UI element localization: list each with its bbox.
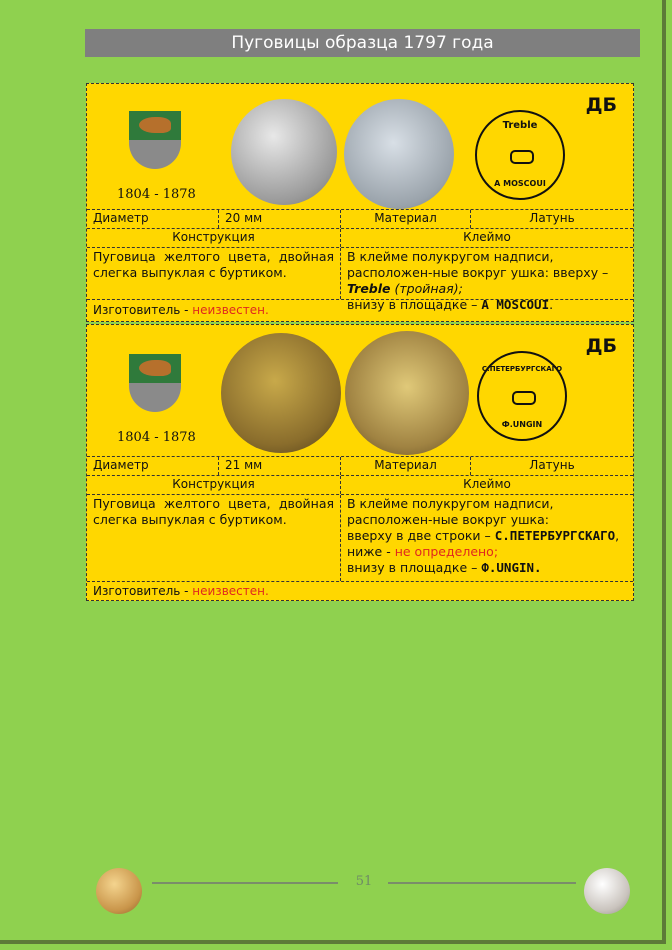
badge-db: ДБ xyxy=(585,335,617,357)
section-header-row xyxy=(87,475,633,494)
maker-row xyxy=(87,581,633,600)
stamp-diagram xyxy=(477,351,567,441)
coat-of-arms-icon xyxy=(129,111,181,169)
coat-of-arms-icon xyxy=(129,354,181,412)
button-front-photo xyxy=(231,99,337,205)
material-value: Латунь xyxy=(470,210,633,228)
material-label: Материал xyxy=(340,210,470,228)
stamp-top-text: Treble xyxy=(502,120,538,131)
diameter-value: 21 мм xyxy=(218,457,340,475)
page-number: 51 xyxy=(355,874,373,889)
specs-row xyxy=(87,209,633,228)
button-card-1 xyxy=(86,83,634,322)
stamp-bottom-text: A MOSCOUI xyxy=(494,179,546,188)
maker-row xyxy=(87,299,633,321)
diameter-label: Диаметр xyxy=(93,211,149,225)
mark-text: В клейме полукругом надписи, расположен-ные вокруг ушка: вверху в две строки – С.ПЕТЕРБУРГСКАГО, ниже - не определено; внизу в площадке – Ф.UNGIN. xyxy=(340,495,633,581)
mark-text: В клейме полукругом надписи, расположен-ные вокруг ушка: вверху – Treble (тройная); внизу в площадке – A MOSCOUI. xyxy=(340,248,633,299)
stamp-diagram xyxy=(475,110,565,200)
stamp-top-text: С.ПЕТЕРБУРГСКАГО xyxy=(481,365,563,373)
construction-label: Конструкция xyxy=(172,230,255,244)
button-card-2 xyxy=(86,324,634,601)
material-value: Латунь xyxy=(470,457,633,475)
page-title: Пуговицы образца 1797 года xyxy=(85,29,640,57)
button-front-photo xyxy=(221,333,341,453)
section-header-row xyxy=(87,228,633,247)
button-back-photo xyxy=(345,331,469,455)
diameter-label: Диаметр xyxy=(93,458,149,472)
mark-label: Клеймо xyxy=(340,229,633,247)
stamp-bottom-text: Ф.UNGIN xyxy=(501,420,543,429)
silver-coin-icon xyxy=(584,868,630,914)
gold-coin-icon xyxy=(96,868,142,914)
construction-text: Пуговица желтого цвета, двойная слегка выпуклая с буртиком. xyxy=(93,496,334,527)
diameter-value: 20 мм xyxy=(218,210,340,228)
mark-label: Клеймо xyxy=(340,476,633,494)
footer-divider-left xyxy=(152,882,338,884)
description-row xyxy=(87,494,633,581)
material-label: Материал xyxy=(340,457,470,475)
years-label: 1804 - 1878 xyxy=(117,430,196,445)
maker-text: Изготовитель - неизвестен. xyxy=(93,303,269,317)
button-back-photo xyxy=(344,99,454,209)
shank-icon xyxy=(512,391,536,405)
badge-db: ДБ xyxy=(585,94,617,116)
maker-text: Изготовитель - неизвестен. xyxy=(93,584,269,598)
specs-row xyxy=(87,456,633,475)
shank-icon xyxy=(510,150,534,164)
construction-label: Конструкция xyxy=(172,477,255,491)
construction-text: Пуговица желтого цвета, двойная слегка выпуклая с буртиком. xyxy=(93,249,334,280)
years-label: 1804 - 1878 xyxy=(117,187,196,202)
footer-divider-right xyxy=(388,882,576,884)
